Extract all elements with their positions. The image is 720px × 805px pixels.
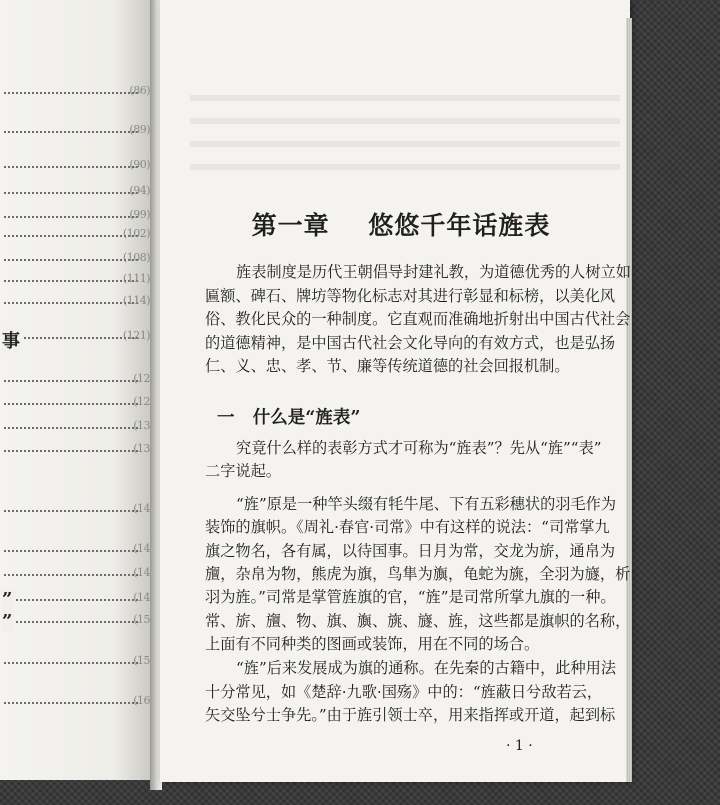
toc-entry-page: (14 xyxy=(133,566,150,579)
toc-leader-dots xyxy=(4,662,138,664)
toc-entry-page: (86) xyxy=(129,84,150,97)
left-page-toc xyxy=(0,0,152,780)
toc-entry-page: (13 xyxy=(133,419,150,432)
toc-leader-dots xyxy=(4,192,138,194)
toc-entry xyxy=(0,292,152,314)
toc-leader-dots xyxy=(4,302,138,304)
page-number: · 1 · xyxy=(506,738,533,754)
toc-entry-page: (114) xyxy=(122,294,150,307)
toc-entry xyxy=(0,692,152,714)
toc-leader-dots xyxy=(4,235,138,237)
toc-entry xyxy=(0,652,152,674)
toc-entry-page: (13 xyxy=(133,442,150,455)
toc-leader-dots xyxy=(4,702,138,704)
toc-entry xyxy=(0,589,152,611)
page-edges xyxy=(626,18,632,782)
toc-leader-dots xyxy=(4,166,138,168)
toc-entry-label: ” xyxy=(2,589,13,610)
toc-leader-dots xyxy=(4,510,138,512)
toc-entry-page: (90) xyxy=(129,158,150,171)
toc-entry-page: (16 xyxy=(133,694,150,707)
toc-entry xyxy=(0,440,152,462)
toc-entry xyxy=(0,540,152,562)
toc-leader-dots xyxy=(4,280,138,282)
toc-entry xyxy=(0,393,152,415)
toc-entry xyxy=(0,82,152,104)
toc-entry-label: 事 xyxy=(2,327,22,353)
toc-entry xyxy=(0,564,152,586)
toc-entry xyxy=(0,121,152,143)
toc-leader-dots xyxy=(4,403,138,405)
toc-leader-dots xyxy=(4,427,138,429)
toc-entry xyxy=(0,249,152,271)
toc-entry-page: (15 xyxy=(133,654,150,667)
toc-entry xyxy=(0,611,152,633)
toc-leader-dots xyxy=(4,599,138,601)
toc-entry-page: (14 xyxy=(133,502,150,515)
toc-leader-dots xyxy=(4,574,138,576)
toc-entry xyxy=(0,270,152,292)
toc-leader-dots xyxy=(4,621,138,623)
toc-entry-page: (99) xyxy=(129,208,150,221)
toc-entry-label: ” xyxy=(2,611,13,632)
toc-leader-dots xyxy=(4,92,138,94)
toc-entry xyxy=(0,156,152,178)
toc-entry-page: (14 xyxy=(133,591,150,604)
toc-entry xyxy=(0,370,152,392)
toc-entry xyxy=(0,182,152,204)
toc-leader-dots xyxy=(4,216,138,218)
toc-entry-page: (121) xyxy=(122,329,150,342)
toc-leader-dots xyxy=(4,380,138,382)
toc-entry-page: (94) xyxy=(129,184,150,197)
toc-entry-page: (102) xyxy=(122,227,150,240)
chapter-title: 第一章 悠悠千年话旌表 xyxy=(251,211,551,240)
toc-entry xyxy=(0,417,152,439)
toc-leader-dots xyxy=(4,259,138,261)
toc-leader-dots xyxy=(4,550,138,552)
toc-entry xyxy=(0,500,152,522)
toc-entry-page: (12 xyxy=(133,372,150,385)
toc-leader-dots xyxy=(4,131,138,133)
toc-entry-page: (89) xyxy=(129,123,150,136)
toc-entry-page: (12 xyxy=(133,395,150,408)
toc-leader-dots xyxy=(4,337,138,339)
toc-leader-dots xyxy=(4,450,138,452)
toc-entry xyxy=(0,327,152,352)
toc-entry-page: (15 xyxy=(133,613,150,626)
toc-entry-page: (108) xyxy=(122,251,150,264)
toc-entry-page: (111) xyxy=(122,272,150,285)
show-through-text xyxy=(190,92,620,182)
section-title: 一 什么是“旌表” xyxy=(217,408,361,428)
toc-entry-page: (14 xyxy=(133,542,150,555)
toc-entry xyxy=(0,225,152,247)
